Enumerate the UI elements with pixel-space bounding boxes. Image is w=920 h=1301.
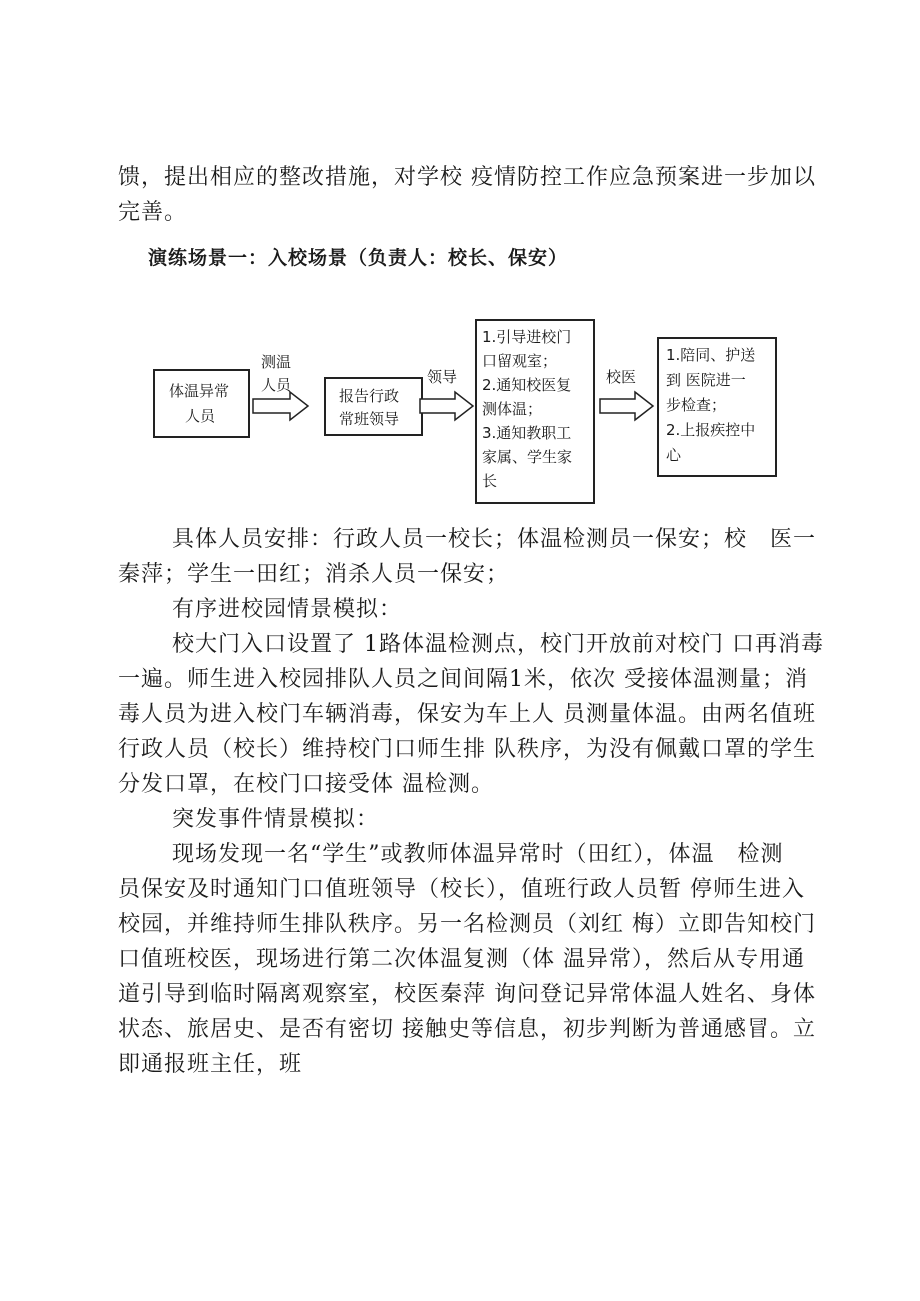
box4-line-5: 心 — [666, 446, 682, 464]
emergency-line-6: 状态、旅居史、是否有密切 接触史等信息，初步判断为普通感冒。立 — [118, 1017, 816, 1042]
emergency-line-7: 即通报班主任，班 — [118, 1052, 303, 1077]
intro-line-1: 馈，提出相应的整改措施，对学校 疫情防控工作应急预案进一步加以 — [118, 165, 816, 190]
orderly-line-1: 校大门入口设置了 1路体温检测点，校门开放前对校门 口再消毒 — [172, 632, 824, 657]
box4-line-1: 1.陪同、护送 — [666, 346, 756, 364]
emergency-line-2: 员保安及时通知门口值班领导（校长），值班行政人员暂 停师生进入 — [118, 877, 805, 902]
box1-line-1: 体温异常 — [169, 382, 230, 400]
box4-line-3: 步检查； — [666, 396, 727, 414]
box3-line-6: 家属、学生家 — [482, 448, 573, 466]
box2-line-2: 常班领导 — [339, 410, 400, 428]
emergency-line-1: 现场发现一名“学生”或教师体温异常时（田红），体温 检测 — [172, 842, 784, 867]
arrow3-label: 校医 — [606, 368, 637, 386]
arrow1-label-2: 人员 — [261, 376, 292, 394]
arrow-2 — [420, 392, 473, 420]
intro-line-2: 完善。 — [118, 200, 188, 225]
box3-line-5: 3.通知教职工 — [482, 424, 572, 442]
arrow1-label-1: 测温 — [261, 353, 292, 371]
box4-line-4: 2.上报疾控中 — [666, 421, 756, 439]
orderly-line-2: 一遍。师生进入校园排队人员之间间隔1米，依次 受接体温测量；消 — [118, 667, 808, 692]
orderly-title: 有序进校园情景模拟： — [172, 597, 403, 622]
arrow2-label: 领导 — [427, 368, 458, 386]
box4-line-2: 到 医院进一 — [666, 371, 746, 389]
flowchart — [140, 310, 800, 515]
box3-line-1: 1.引导进校门 — [482, 328, 572, 346]
box3-line-2: 口留观室； — [482, 352, 558, 370]
orderly-line-4: 行政人员（校长）维持校门口师生排 队秩序，为没有佩戴口罩的学生 — [118, 737, 816, 762]
box-abnormal-temp — [154, 370, 249, 437]
box2-line-1: 报告行政 — [339, 387, 400, 405]
box3-line-7: 长 — [482, 472, 498, 490]
arrow-1 — [253, 392, 308, 420]
orderly-line-3: 毒人员为进入校门车辆消毒，保安为车上人 员测量体温。由两名值班 — [118, 702, 816, 727]
emergency-line-3: 校园，并维持师生排队秩序。另一名检测员（刘红 梅）立即告知校门 — [118, 912, 816, 937]
box3-line-4: 测体温； — [482, 400, 543, 418]
box3-line-3: 2.通知校医复 — [482, 376, 572, 394]
emergency-line-5: 道引导到临时隔离观察室，校医秦萍 询问登记异常体温人姓名、身体 — [118, 982, 816, 1007]
box1-line-2: 人员 — [185, 407, 216, 425]
scene-title: 演练场景一：入校场景（负责人：校长、保安） — [148, 247, 569, 269]
emergency-line-4: 口值班校医，现场进行第二次体温复测（体 温异常），然后从专用通 — [118, 947, 805, 972]
staff-line-1: 具体人员安排：行政人员一校长；体温检测员一保安；校 医一 — [172, 527, 817, 552]
orderly-line-5: 分发口罩，在校门口接受体 温检测。 — [118, 772, 494, 797]
emergency-title: 突发事件情景模拟： — [172, 807, 380, 832]
arrow-3 — [600, 392, 653, 420]
staff-line-2: 秦萍；学生一田红；消杀人员一保安； — [118, 562, 510, 587]
